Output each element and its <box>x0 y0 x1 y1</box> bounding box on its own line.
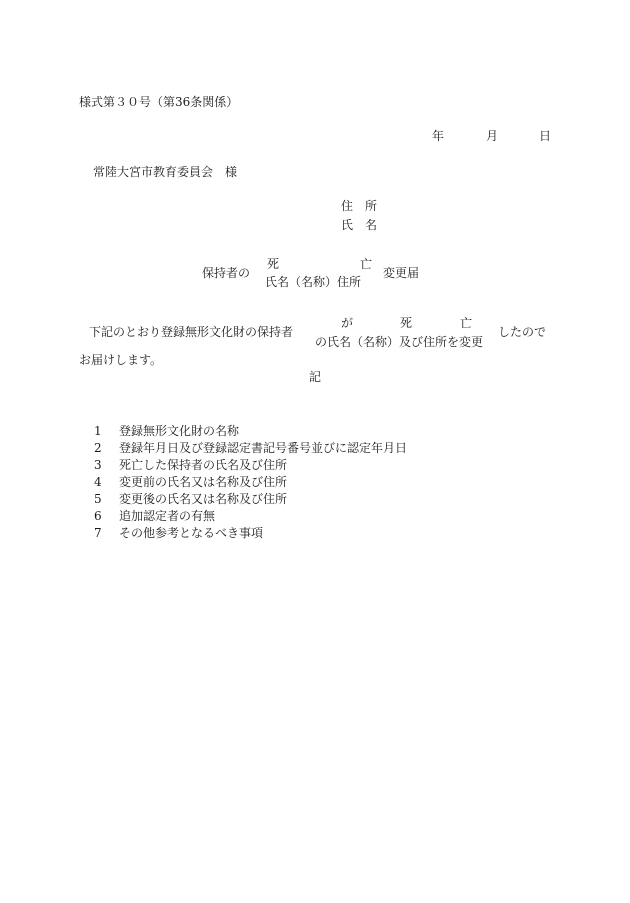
sender-name-label: 氏 名 <box>341 218 378 232</box>
ki-heading: 記 <box>309 370 322 384</box>
item-text: 死亡した保持者の氏名及び住所 <box>119 457 288 472</box>
list-item <box>94 473 407 490</box>
items-list <box>94 422 407 541</box>
item-number: 1 <box>94 423 102 438</box>
list-item <box>94 490 407 507</box>
item-text: その他参考となるべき事項 <box>119 525 264 540</box>
list-item <box>94 422 407 439</box>
title-prefix: 保持者の <box>202 266 251 280</box>
title-suffix: 変更届 <box>383 266 420 280</box>
list-item <box>94 439 407 456</box>
list-item <box>94 507 407 524</box>
form-number: 様式第３０号（第36条関係） <box>79 95 239 109</box>
body-line2: お届けします。 <box>79 353 163 367</box>
addressee: 常陸大宮市教育委員会 様 <box>93 165 238 179</box>
title-bottom: 氏名（名称）住所 <box>265 275 362 289</box>
item-text: 変更前の氏名又は名称及び住所 <box>119 474 288 489</box>
title-top-left: 死 <box>267 257 280 271</box>
item-number: 6 <box>94 508 102 523</box>
body-part1: 下記のとおり登録無形文化財の保持者 <box>89 325 294 339</box>
item-text: 登録無形文化財の名称 <box>119 423 240 438</box>
item-number: 3 <box>94 457 102 472</box>
body-shi: 死 <box>400 316 413 330</box>
body-ga: が <box>341 316 354 330</box>
title-top-right: 亡 <box>360 257 373 271</box>
date-year: 年 <box>432 129 445 143</box>
item-text: 変更後の氏名又は名称及び住所 <box>119 491 288 506</box>
list-item <box>94 456 407 473</box>
body-part2: の氏名（名称）及び住所を変更 <box>315 335 484 349</box>
item-number: 7 <box>94 525 102 540</box>
item-number: 2 <box>94 440 102 455</box>
body-bou: 亡 <box>460 316 473 330</box>
list-item <box>94 524 407 541</box>
item-number: 4 <box>94 474 102 489</box>
item-text: 追加認定者の有無 <box>119 508 216 523</box>
item-text: 登録年月日及び登録認定書記号番号並びに認定年月日 <box>119 440 408 455</box>
item-number: 5 <box>94 491 102 506</box>
body-part3: したので <box>498 325 547 339</box>
sender-address-label: 住 所 <box>341 199 378 213</box>
date-month: 月 <box>486 129 499 143</box>
date-day: 日 <box>539 129 552 143</box>
